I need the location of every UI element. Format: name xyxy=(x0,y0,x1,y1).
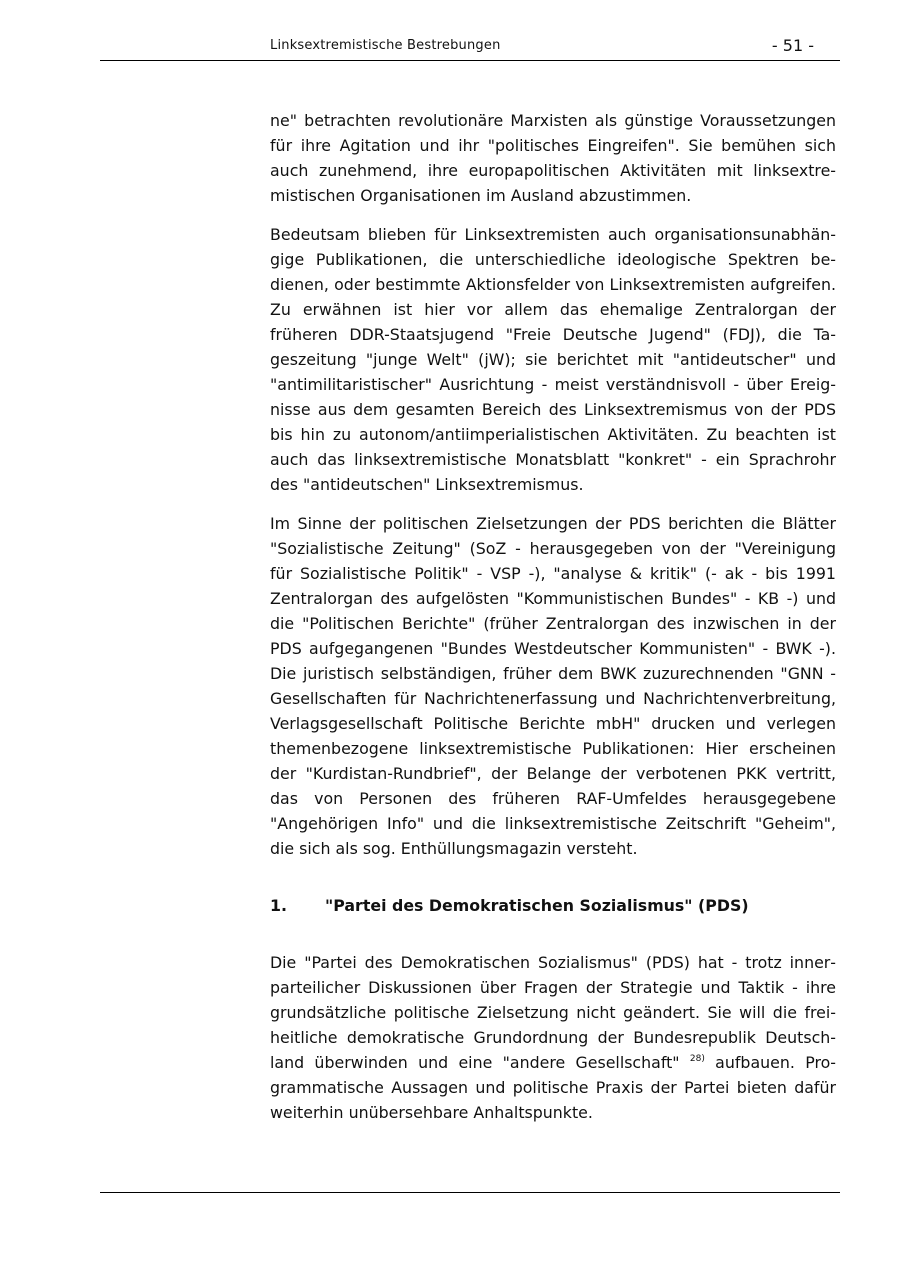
body-paragraph-1: ne" betrachten revolutionäre Marxisten als günstige Voraussetzungen für ihre Agitation und ihr "politisches Eingreifen". Sie bemühen sich auch zunehmend, ihre europapolitischen Aktivitäten mit linksextremistischen Organisationen im Ausland abzustimmen. xyxy=(270,111,836,205)
footnote-reference: 28) xyxy=(689,1054,705,1064)
section-paragraph xyxy=(270,950,836,1125)
page-body xyxy=(270,108,836,1139)
section-paragraph-text-after: aufbauen. Programmatische Aussagen und politische Praxis der Partei bieten dafür weiterhin unübersehbare Anhaltspunkte. xyxy=(270,1053,836,1122)
footer-divider xyxy=(100,1192,840,1193)
running-title: Linksextremistische Bestrebungen xyxy=(270,38,501,53)
section-title: "Partei des Demokratischen Sozialismus" (PDS) xyxy=(325,896,749,915)
section-heading xyxy=(270,893,836,918)
page-number: - 51 - xyxy=(771,36,814,55)
body-paragraph-3: Im Sinne der politischen Zielsetzungen der PDS berichten die Blätter "Sozialistische Zeitung" (SoZ - herausgegeben von der "Vereinigung für Sozialistische Politik" - VSP -), "analyse & kritik" (- ak - bis 1991 Zentralorgan des aufgelösten "Kommunistischen Bundes" - KB -) und die "Politischen Berichte" (früher Zentralorgan des inzwischen in der PDS aufgegangenen "Bundes Westdeutscher Kommunisten" - BWK -). Die juristisch selbständigen, früher dem BWK zuzurechnenden "GNN - Gesellschaften für Nachrichtenerfassung und Nachrichtenverbreitung, Verlagsgesellschaft Politische Berichte mbH" drucken und verlegen themenbezogene linksextremistische Publikationen: Hier erscheinen der "Kurdistan-Rundbrief", der Belange der verbotenen PKK vertritt, das von Personen des früheren RAF-Umfeldes herausgegebene "Angehörigen Info" und die linksextremistische Zeitschrift "Geheim", die sich als sog. Enthüllungsmagazin versteht. xyxy=(270,514,836,858)
page-header xyxy=(100,36,840,61)
body-paragraph-2: Bedeutsam blieben für Linksextremisten auch organisationsunabhängige Publikationen, die unterschiedliche ideologische Spektren bedienen, oder bestimmte Aktionsfelder von Linksextremisten aufgreifen. Zu erwähnen ist hier vor allem das ehemalige Zentralorgan der früheren DDR-Staatsjugend "Freie Deutsche Jugend" (FDJ), die Tageszeitung "junge Welt" (jW); sie berichtet mit "antideutscher" und "antimilitaristischer" Ausrichtung - meist verständnisvoll - über Ereignisse aus dem gesamten Bereich des Linksextremismus von der PDS bis hin zu autonom/antiimperialistischen Aktivitäten. Zu beachten ist auch das linksextremistische Monatsblatt "konkret" - ein Sprachrohr des "antideutschen" Linksextremismus. xyxy=(270,225,836,494)
section-paragraph-text-before: Die "Partei des Demokratischen Sozialismus" (PDS) hat - trotz innerparteilicher Diskussionen über Fragen der Strategie und Taktik - ihre grundsätzliche politische Zielsetzung nicht geändert. Sie will die freiheitliche demokratische Grundordnung der Bundesrepublik Deutschland überwinden und eine "andere Gesellschaft" xyxy=(270,953,836,1072)
section-number: 1. xyxy=(270,896,287,915)
